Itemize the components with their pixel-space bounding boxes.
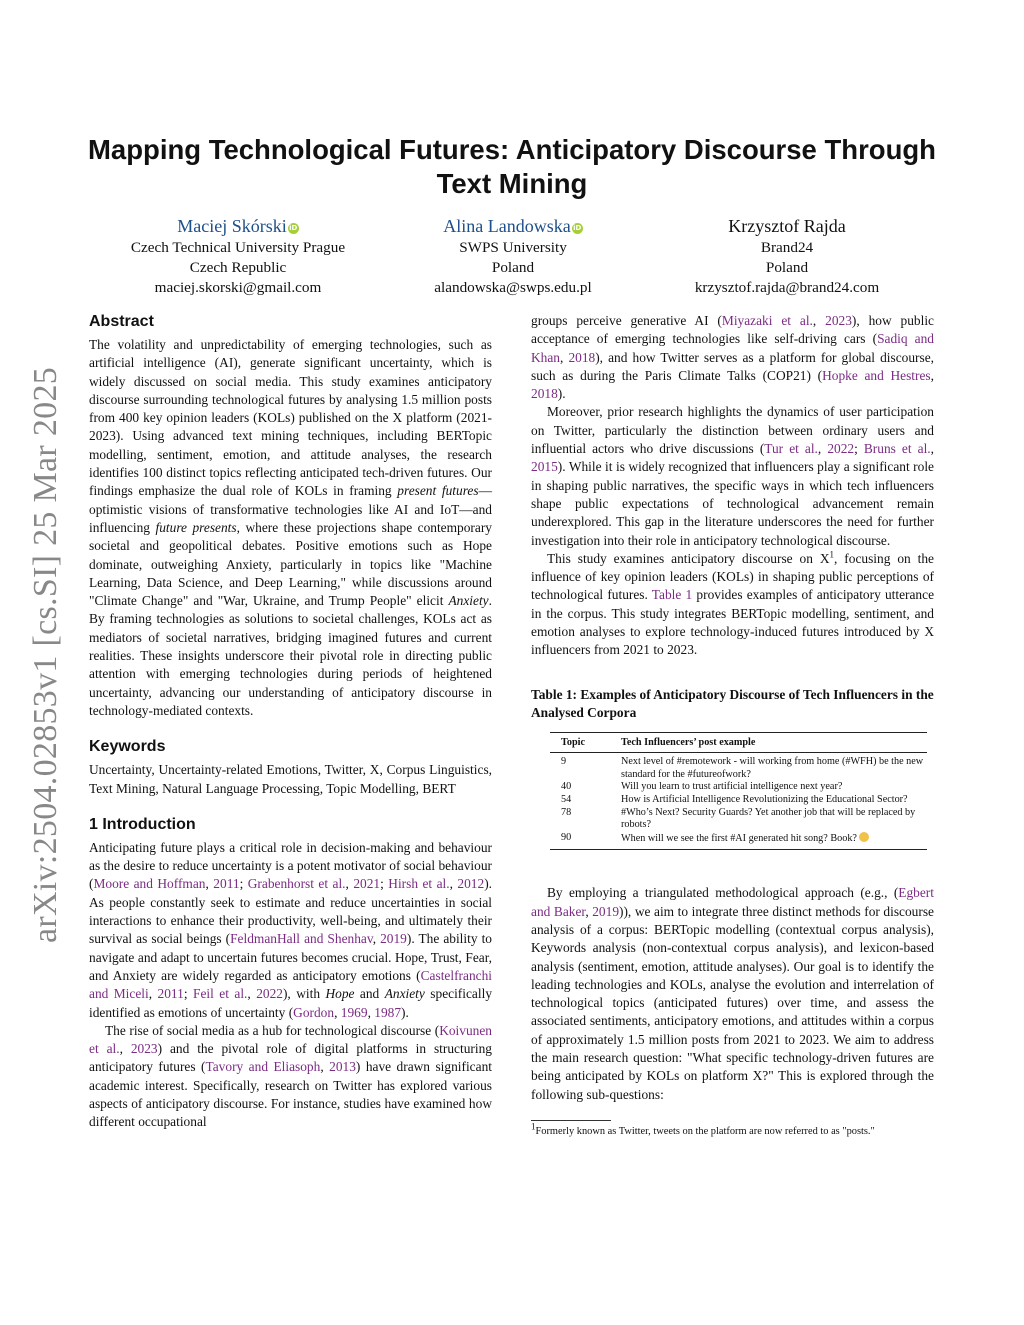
- citation-link[interactable]: 2023: [825, 313, 852, 328]
- post-cell: When will we see the first #AI generated hit song? Book?: [621, 832, 927, 850]
- keywords-text: Uncertainty, Uncertainty-related Emotions, Twitter, X, Corpus Linguistics, Text Mining, Natural Language Processing, Topic Modelling, BERT: [89, 762, 492, 796]
- paper-title: Mapping Technological Futures: Anticipatory Discourse Through Text Mining: [88, 134, 936, 199]
- abstract-text: The volatility and unpredictability of emerging technologies, such as artificial intelligence (AI), generate significant uncertainty, which is widely discussed on social media. This study examines anticipatory discourse surrounding technological futures by analysing 1.5 million posts from 400 key opinion leaders (KOLs) published on the X platform (2021-2023). Using advanced text mining techniques, including BERTopic modelling, sentiment, emotion, and attitude analyses, the research identifies 100 distinct topics reflecting anticipated tech-driven futures. Our findings emphasize the dual role of KOLs in framing present futures—optimistic visions of transformative technologies like AI and IoT—and influencing future presents, where these projections shape contemporary societal and geopolitical debates. Positive emotions such as Hope dominate, outweighing Anxiety, particularly in topics like "Machine Learning, Data Science, and Deep Learning," while discussions around "Climate Change" and "War, Ukraine, and Trump People" elicit Anxiety. By framing technologies as solutions to societal challenges, KOLs act as mediators of societal narratives, bridging imagined futures and current realities. These insights underscore their pivotal role in directing public attention with emerging technologies during periods of heightened uncertainty, advancing our understanding of anticipatory discourse in technology-mediated contexts.: [89, 337, 492, 718]
- table-row: [550, 753, 927, 782]
- thinking-face-icon: [859, 832, 869, 842]
- author-block-1: [99, 214, 377, 298]
- citation-link[interactable]: Hirsh et al.: [388, 876, 450, 892]
- author-country: Poland: [491, 259, 535, 276]
- table-header-topic: Topic: [550, 732, 621, 753]
- citation-link[interactable]: 2015: [531, 459, 558, 475]
- intro-paragraph-6: By employing a triangulated methodological approach (e.g., (Egbert and Baker, 2019)), we aim to integrate three distinct methods for discourse analysis of a corpus: BERTopic modelling (contextual corpus analysis), Keywords analysis (non-contextual corpus analysis), and lexicon-based analysis (sentiment, emotion, attitude analyses). Our goal is to identify the leading technologies and KOLs, analyse the evolution and interrelation of technological topics (anticipated futures) over time, and assess the associated sentiments, anticipatory emotions, and attitudes within a corpus of approximately 1.5 million posts from 2021 to 2023. We aim to address the main research question: "What specific technology-driven futures are being anticipated by KOLs on platform X?" This is explored through the following sub-questions:: [531, 885, 934, 1102]
- table-reference-link[interactable]: Table 1: [651, 587, 693, 603]
- abstract-heading: Abstract: [89, 313, 154, 330]
- post-cell: Next level of #remotework - will working from home (#WFH) be the new standard for the #futureofwork?: [621, 756, 924, 780]
- citation-link[interactable]: Miyazaki et al.: [721, 313, 813, 328]
- topic-cell: 40: [561, 781, 572, 793]
- arxiv-id-text: arXiv:2504.02853v1 [cs.SI] 25 Mar 2025: [27, 366, 65, 944]
- author-name-link[interactable]: Maciej Skórski iD: [177, 216, 298, 236]
- author-block-3: [667, 214, 907, 298]
- topic-cell: 54: [561, 794, 572, 806]
- author-name: Krzysztof Rajda: [728, 216, 846, 236]
- citation-link[interactable]: Hopke and Hestres: [822, 367, 931, 383]
- citation-link[interactable]: Tavory and Eliasoph: [205, 1059, 321, 1075]
- citation-link[interactable]: 2019: [380, 931, 407, 947]
- footnote: $^1$Formerly known as Twitter, tweets on the platform are now referred to as "posts.": [531, 1121, 875, 1137]
- citation-link[interactable]: Grabenhorst et al.: [247, 876, 346, 892]
- citation-link[interactable]: Castelfranchi and Miceli: [89, 967, 492, 1002]
- author-email: krzysztof.rajda@brand24.com: [694, 279, 880, 296]
- citation-link[interactable]: 2018: [531, 386, 558, 402]
- author-affiliation: SWPS University: [459, 239, 567, 256]
- topic-cell: 78: [561, 806, 572, 818]
- author-country: Czech Republic: [189, 259, 287, 276]
- author-block-2: [393, 214, 633, 298]
- orcid-icon[interactable]: iD: [289, 224, 298, 232]
- citation-link[interactable]: 1987: [374, 1004, 402, 1020]
- intro-paragraph-1: Anticipating future plays a critical role in decision-making and behaviour as the desire to reduce uncertainty is a potent motivator of social behaviour (Moore and Hoffman, 2011; Grabenhorst et al., 2021; Hirsh et al., 2012). As people constantly seek to estimate and reduce uncertainties in social interactions to enhance their productivity, well-being, and ultimately their survival as social beings (FeldmanHall and Shenhav, 2019). The ability to navigate and adapt to uncertain futures becomes crucial. Hope, Trust, Fear, and Anxiety are widely regarded as anticipatory emotions (Castelfranchi and Miceli, 2011; Feil et al., 2022), with Hope and Anxiety specifically identified as emotions of uncertainty (Gordon, 1969, 1987).: [89, 839, 493, 1020]
- author-name-link[interactable]: Alina Landowska iD: [443, 216, 582, 236]
- author-country: Poland: [765, 259, 809, 276]
- table-row: [550, 794, 927, 807]
- citation-link[interactable]: 1969: [340, 1004, 368, 1020]
- right-column: [531, 312, 934, 1138]
- author-email: alandowska@swps.edu.pl: [434, 279, 592, 296]
- author-affiliation: Czech Technical University Prague: [130, 239, 346, 256]
- citation-link[interactable]: 2011: [157, 986, 184, 1002]
- citation-link[interactable]: 2011: [213, 876, 240, 892]
- orcid-icon[interactable]: iD: [573, 224, 582, 232]
- citation-link[interactable]: Egbert and Baker: [531, 885, 934, 919]
- author-affiliation: Brand24: [760, 239, 814, 256]
- keywords-heading: Keywords: [89, 738, 166, 756]
- topic-cell: 9: [561, 756, 567, 768]
- citation-link[interactable]: 2022: [827, 441, 855, 457]
- footnote-divider: [531, 1120, 611, 1121]
- post-cell: #Who’s Next? Security Guards? Yet another job that will be replaced by robots?: [621, 806, 916, 831]
- citation-link[interactable]: 2012: [457, 876, 485, 892]
- table-header-post: Tech Influencers’ post example: [621, 732, 927, 753]
- citation-link[interactable]: Koivunen et al.: [89, 1022, 492, 1057]
- table-caption: Table 1: Examples of Anticipatory Discourse of Tech Influencers in the Analysed Corpora: [531, 686, 934, 720]
- citation-link[interactable]: 2022: [256, 986, 283, 1002]
- intro-paragraph-2: The rise of social media as a hub for technological discourse (Koivunen et al., 2023) and the pivotal role of digital platforms in structuring anticipatory futures (Tavory and Eliasoph, 2013) have drawn significant academic interest. Specifically, research on Twitter has explored various aspects of anticipatory discourse. For instance, studies have examined how different occupational: [89, 1022, 492, 1130]
- author-email: maciej.skorski@gmail.com: [154, 279, 322, 296]
- post-cell: Will you learn to trust artificial intelligence next year?: [621, 781, 843, 793]
- table-header-row: [550, 732, 927, 753]
- table-row: [550, 807, 927, 832]
- citation-link[interactable]: 2021: [353, 876, 381, 892]
- citation-link[interactable]: Tur et al.: [764, 441, 818, 457]
- citation-link[interactable]: FeldmanHall and Shenhav: [230, 931, 373, 947]
- citation-link[interactable]: Gordon: [293, 1004, 335, 1020]
- arxiv-identifier: [24, 368, 68, 942]
- topic-cell: 90: [550, 832, 621, 850]
- citation-link[interactable]: 2013: [329, 1059, 356, 1075]
- table-row: [550, 832, 927, 850]
- intro-paragraph-3: groups perceive generative AI (Miyazaki et al., 2023), how public acceptance of emerging technologies like self-driving cars (Sadiq and Khan, 2018), and how Twitter serves as a platform for global discourse, such as during the Paris Climate Talks (COP21) (Hopke and Hestres, 2018).: [531, 313, 935, 402]
- citation-link[interactable]: 2019: [592, 903, 620, 919]
- citation-link[interactable]: Sadiq and Khan: [531, 331, 934, 365]
- table-row: [550, 781, 927, 794]
- examples-table: [550, 732, 927, 851]
- citation-link[interactable]: 2023: [130, 1041, 158, 1057]
- intro-paragraph-5: This study examines anticipatory discourse on $X^1$, focusing on the influence of key opinion leaders (KOLs) in shaping public perceptions of technological futures. Table 1 provides examples of anticipatory utterance in the corpus. This study integrates BERTopic modelling, sentiment, and emotion analyses to explore technology-induced futures introduced by X influencers from 2021 to 2023.: [531, 549, 935, 658]
- citation-link[interactable]: Moore and Hoffman: [93, 876, 206, 892]
- post-cell: How is Artificial Intelligence Revolutionizing the Educational Sector?: [621, 794, 908, 806]
- intro-paragraph-4: Moreover, prior research highlights the dynamics of user participation on Twitter, particularly the distinction between ordinary users and influential actors who drive discussions (Tur et al., 2022; Bruns et al., 2015). While it is widely recognized that influencers play a significant role in shaping public narratives, the specific ways in which tech influencers shape public expectations of technological advancement remain underexplored. This gap in the literature underscores the need for further investigation into their role in anticipatory technological discourse.: [531, 404, 934, 548]
- section-heading-introduction: 1 Introduction: [89, 815, 196, 833]
- citation-link[interactable]: Bruns et al.: [863, 441, 931, 457]
- citation-link[interactable]: Feil et al.: [193, 986, 248, 1002]
- footnote-marker[interactable]: 1: [829, 549, 835, 560]
- left-column: [89, 312, 492, 1132]
- citation-link[interactable]: 2018: [568, 349, 596, 365]
